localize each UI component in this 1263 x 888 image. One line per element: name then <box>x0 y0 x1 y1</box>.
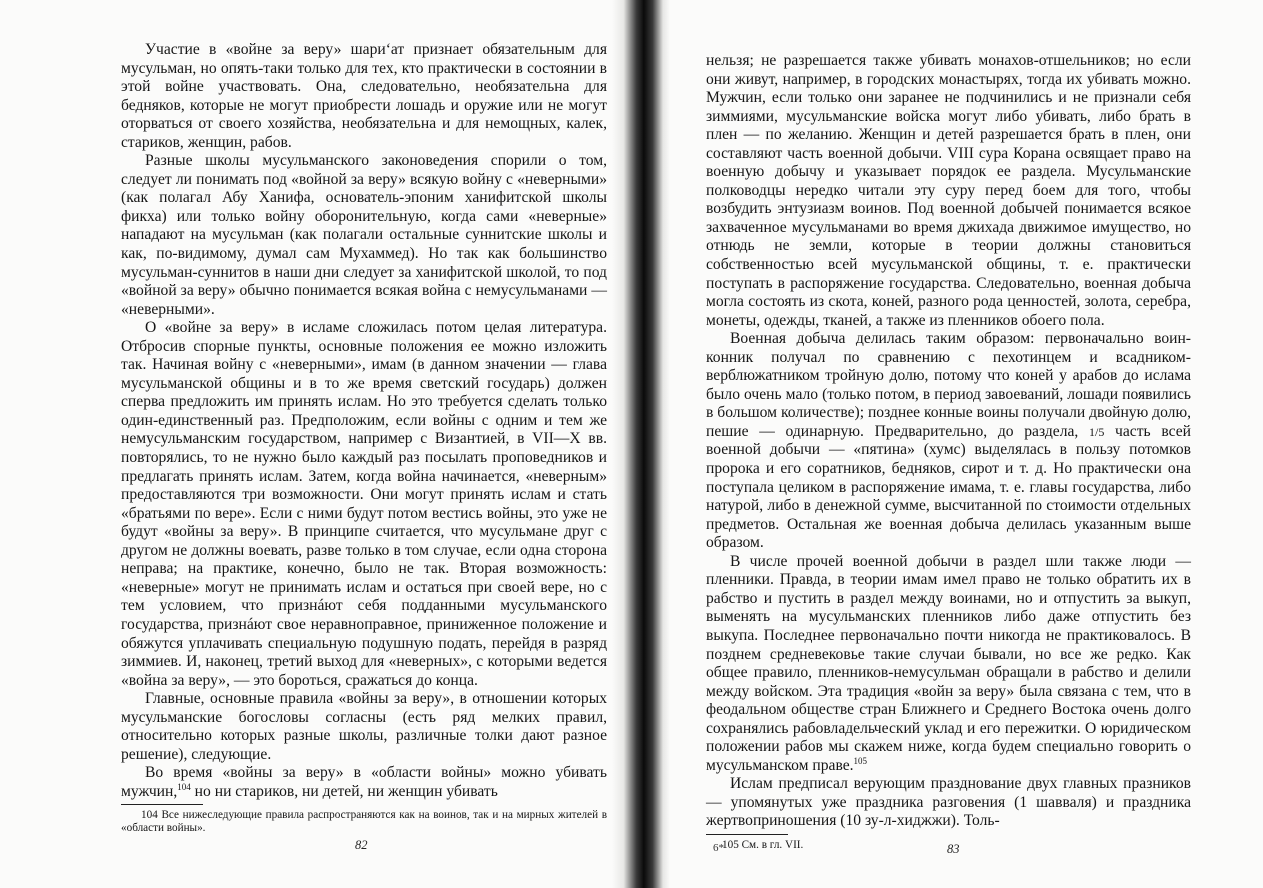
paragraph: Участие в «войне за веру» шари‘ат признает обязательным для мусульман, но опять-таки только для тех, кто практически в состоянии в этой войне участвовать. Она, следовательно, необязательна для бедняков, которые не могут приобрести лошадь и оружие или не могут оторваться от своего хозяйства, необязательна и для немощных, калек, стариков, женщин, рабов. <box>121 41 607 151</box>
paragraph-text: Во время «войны за веру» в «области войны» можно убивать мужчин, <box>121 764 607 800</box>
printer-signature: 6* <box>713 842 724 854</box>
right-page-body <box>706 52 1191 831</box>
paragraph: Главные, основные правила «войны за веру», в отношении которых мусульманские богословы согласны (есть ряд мелких правил, относительно которых разные школы, различные толки дают разное решение), следующие. <box>121 690 607 763</box>
paragraph: Ислам предписал верующим празднование двух главных празников — упомянутых уже праздника разговения (1 шавваля) и праздника жертвоприношения (10 зу-л-хиджжи). Толь- <box>706 775 1191 830</box>
left-page <box>121 41 607 835</box>
page-number: 82 <box>355 838 368 852</box>
page-number: 83 <box>947 842 960 856</box>
footnote-rule <box>121 804 203 805</box>
right-page <box>706 52 1191 852</box>
book-gutter <box>612 0 670 888</box>
footnote-number: 104 <box>141 809 158 822</box>
paragraph: Разные школы мусульманского законоведения спорили о том, следует ли понимать под «войной за веру» всякую войну с «неверными» (как полагал Абу Ханифа, основатель-эпоним ханифитской школы фикха) или только войну оборонительную, когда сами «неверные» нападают на мусульман (как полагали остальные суннитские школы и как, по-видимому, думал сам Мухаммед). Но так как большинство мусульман-суннитов в наши дни следует за ханифитской школой, то под «войной за веру» обычно понимается всякая война с немусульманами — «неверными». <box>121 152 607 318</box>
footnote-ref: 105 <box>853 755 868 766</box>
paragraph-text: В числе прочей военной добычи в раздел шли также люди — пленники. Правда, в теории имам имел право не только обратить их в рабство и пустить в раздел между воинами, но и отпустить за выкуп, выменять на мусульманских пленников либо даже отпустить без выкупа. Последнее первоначально почти никогда не практиковалось. В позднем средневековье такие случаи бывали, но все же редко. Как общее правило, пленников-немусульман обращали в рабство и делили между войском. Эта традиция «войн за веру» была связана с тем, что в феодальном обществе стран Ближнего и Среднего Востока очень долго сохранялись рабовладельческий уклад и его пережитки. О юридическом положении рабов мы скажем ниже, когда будем специально говорить о мусульманском праве. <box>706 552 1191 774</box>
paragraph-text: но ни стариков, ни детей, ни женщин убивать <box>190 782 498 800</box>
fraction: 1/5 <box>1089 424 1105 439</box>
paragraph: нельзя; не разрешается также убивать монахов-отшельников; но если они живут, например, в городских монастырях, тогда их убивать можно. Мужчин, если только они заранее не подчинились и не признали себя зиммиями, мусульманские войска могут либо убивать, либо брать в плен — по желанию. Женщин и детей разрешается брать в плен, они составляют часть военной добычи. VIII сура Корана освящает право на военную добычу и указывает порядок ее раздела. Мусульманские полководцы нередко читали эту суру перед боем для того, чтобы возбудить энтузиазм воинов. Под военной добычей понимается всякое захваченное мусульманами во время джихада движимое имущество, но отнюдь не земли, которые в теории должны становиться собственностью всей мусульманской общины, т. е. практически поступать в распоряжение государства. Следовательно, военная добыча могла состоять из скота, коней, разного рода ценностей, золота, серебра, монеты, одежды, тканей, а также из пленников обоего пола. <box>706 52 1191 329</box>
footnote-text: См. в гл. VII. <box>741 838 804 851</box>
left-page-body <box>121 41 607 801</box>
footnote-rule <box>706 834 788 835</box>
footnote-ref: 104 <box>177 781 191 792</box>
paragraph: О «войне за веру» в исламе сложилась потом целая литература. Отбросив спорные пункты, основные положения ее можно изложить так. Начиная войну с «неверными», имам (в данном значении — глава мусульманской общины и в то же время светский государь) должен сперва предложить им принять ислам. Но это требуется сделать только один-единственный раз. Предположим, если войны с одним и тем же немусульманским государством, например с Византией, в VII—X вв. повторялись, то не нужно было каждый раз посылать проповедников и предлагать принять ислам. Затем, когда война начинается, «неверным» предоставляются три возможности. Они могут принять ислам и стать «братьями по вере». Если с ними будут потом вестись войны, это уже не будут «войны за веру». В принципе считается, что мусульмане друг с другом не должны воевать, разве только в том случае, если одна сторона неправа; на практике, конечно, было не так. Вторая возможность: «неверные» могут не принимать ислам и остаться при своей вере, но с тем условием, что признáют себя подданными мусульманского государства, признáют свое неравноправное, приниженное положение и обяжутся уплачивать специальную подушную подать, перейдя в разряд зиммиев. И, наконец, третий выход для «неверных», с которыми ведется «война за веру», — это бороться, сражаться до конца. <box>121 319 607 689</box>
paragraph <box>121 764 607 801</box>
paragraph-text: Военная добыча делилась таким образом: первоначально воин-конник получал по сравнению с пехотинцем и всадником-верблюжатником тройную долю, потому что коней у арабов до ислама было очень мало (только потом, в период завоеваний, лошади появились в большом количестве); позднее конные воины получали двойную долю, пешие — одинарную. Предварительно, до раздела, <box>706 330 1192 440</box>
paragraph <box>706 553 1191 776</box>
footnote-text: Все нижеследующие правила распространяются как на воинов, так и на мирных жителей в «области войны». <box>121 809 607 835</box>
paragraph <box>706 330 1191 553</box>
footnote <box>121 809 607 835</box>
footnote-number: 105 <box>722 838 739 851</box>
paragraph-text: часть всей военной добычи — «пятина» (хумс) выделялась в пользу потомков пророка и его соратников, бедняков, сирот и т. д. Но практически она поступала целиком в распоряжение имама, т. е. главы государства, либо натурой, либо в денежной сумме, высчитанной по стоимости отдельных предметов. Остальная же военная добыча делилась указанным выше образом. <box>706 422 1191 552</box>
